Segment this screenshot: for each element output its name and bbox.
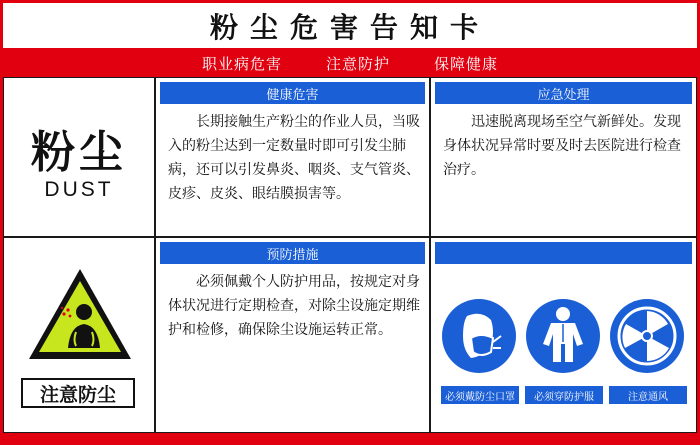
ppe-cell xyxy=(430,237,697,433)
hazard-name-cell xyxy=(3,77,155,237)
ppe-icons xyxy=(437,298,691,418)
prevention-cell xyxy=(155,237,430,433)
ppe-header-blank xyxy=(435,242,692,264)
emergency-cell xyxy=(430,77,697,237)
info-grid xyxy=(3,77,697,433)
ppe-item-ventilation xyxy=(609,298,687,404)
warning-triangle-icon xyxy=(26,266,134,362)
emergency-header: 应急处理 xyxy=(435,82,692,104)
protective-suit-icon xyxy=(525,298,601,374)
ppe-item-mask xyxy=(441,298,519,404)
emergency-text: 迅速脱离现场至空气新鲜处。发现身体状况异常时要及时去医院进行检查治疗。 xyxy=(443,114,681,178)
ppe-label: 必须戴防尘口罩 xyxy=(441,386,519,404)
ppe-label: 注意通风 xyxy=(609,386,687,404)
subtitle-item: 职业病危害 xyxy=(201,55,282,73)
hazard-name-cn: 粉尘 xyxy=(31,127,127,178)
health-hazard-cell xyxy=(155,77,430,237)
card-title: 粉尘危害告知卡 xyxy=(3,3,697,48)
ppe-label: 必须穿防护服 xyxy=(525,386,603,404)
warning-cell xyxy=(3,237,155,433)
warning-label: 注意防尘 xyxy=(21,378,135,408)
hazard-name-en: DUST xyxy=(44,178,114,201)
prevention-header: 预防措施 xyxy=(160,242,425,264)
subtitle-item: 注意防护 xyxy=(325,55,390,73)
bottom-contact-bar xyxy=(0,433,700,445)
health-hazard-header: 健康危害 xyxy=(160,82,425,104)
subtitle-bar xyxy=(0,48,700,77)
health-hazard-text: 长期接触生产粉尘的作业人员，当吸入的粉尘达到一定数量时即可引发尘肺病，还可以引发鼻炎、咽炎、支气管炎、皮疹、皮炎、眼结膜损害等。 xyxy=(168,114,420,202)
ppe-item-suit xyxy=(525,298,603,404)
prevention-text: 必须佩戴个人防护用品，按规定对身体状况进行定期检查，对除尘设施定期维护和检修，确保除尘设施运转正常。 xyxy=(168,274,420,338)
subtitle-item: 保障健康 xyxy=(434,55,499,73)
ventilation-fan-icon xyxy=(609,298,685,374)
dust-mask-icon xyxy=(441,298,517,374)
